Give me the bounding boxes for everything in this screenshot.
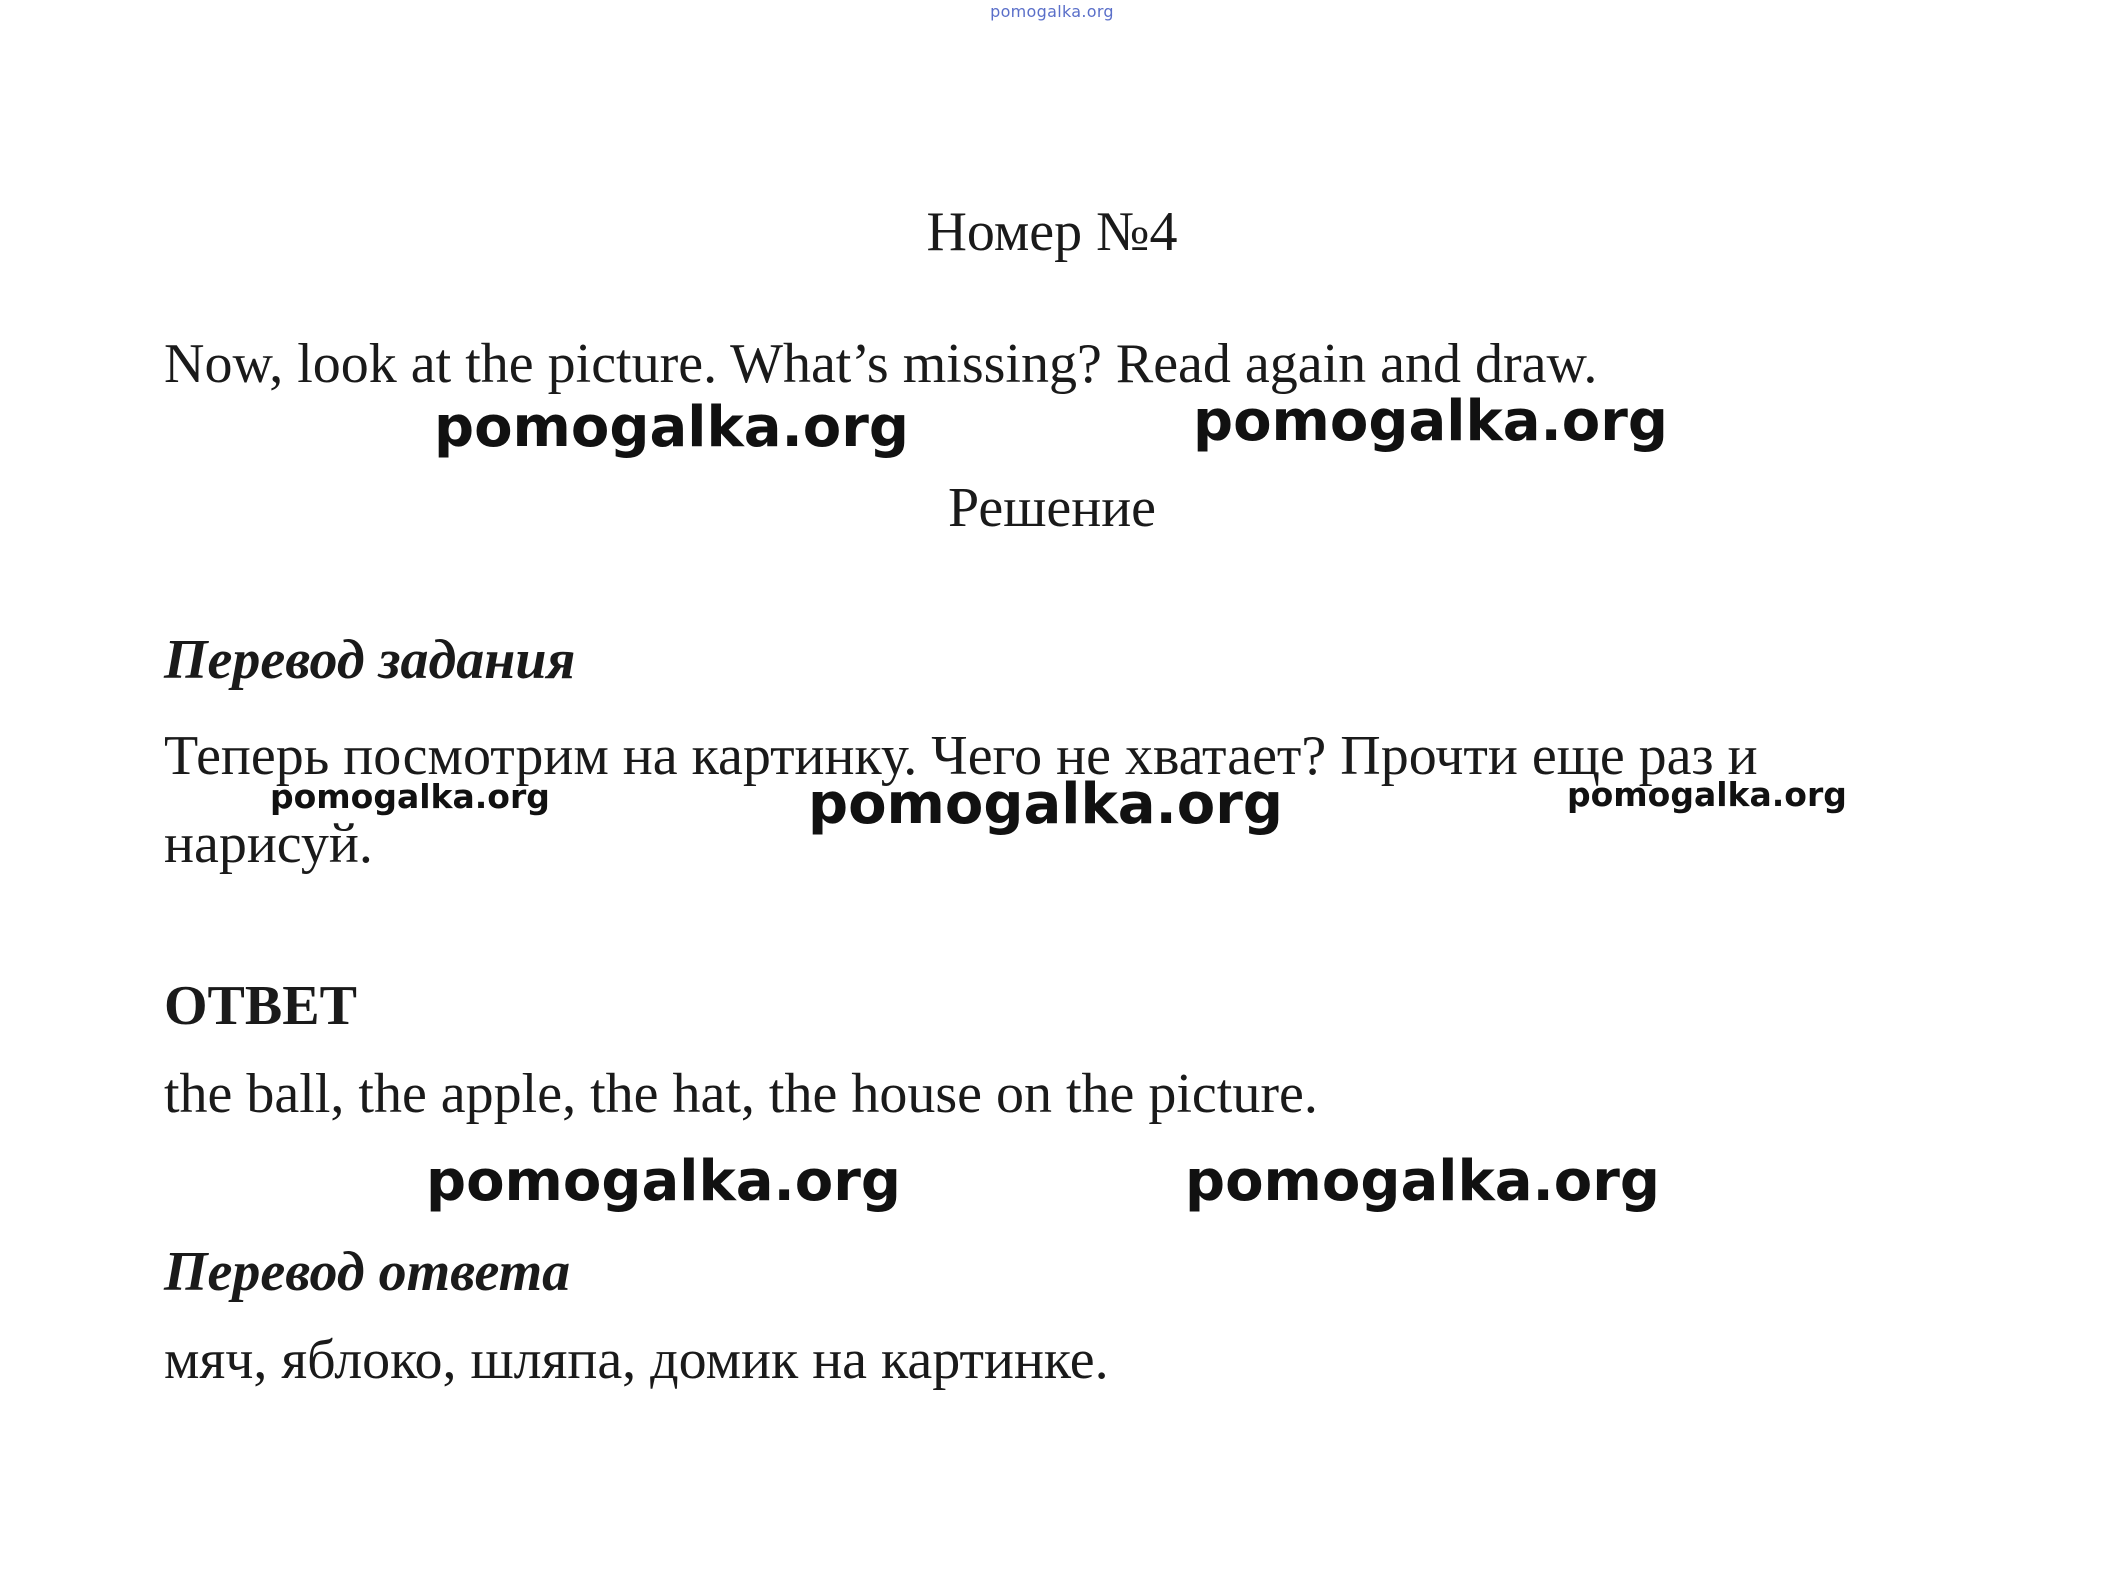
task-translation-heading: Перевод задания	[164, 629, 576, 691]
task-text: Now, look at the picture. What’s missing? Read again and draw.	[164, 333, 1598, 395]
task-number: Номер №4	[926, 201, 1178, 263]
answer-text: the ball, the apple, the hat, the house on the picture.	[164, 1063, 1318, 1125]
watermark: pomogalka.org	[270, 777, 550, 816]
answer-translation-text: мяч, яблоко, шляпа, домик на картинке.	[164, 1329, 1109, 1391]
watermark: pomogalka.org	[808, 772, 1283, 837]
watermark: pomogalka.org	[1185, 1149, 1660, 1214]
solution-title: Решение	[947, 477, 1157, 539]
watermark: pomogalka.org	[1567, 775, 1847, 814]
task-translation-text: Теперь посмотрим на картинку. Чего не хватает? Прочти еще раз и нарисуй.	[164, 725, 1758, 875]
watermark: pomogalka.org	[1193, 389, 1668, 454]
answer-heading: ОТВЕТ	[164, 975, 357, 1037]
watermark: pomogalka.org	[426, 1149, 901, 1214]
watermark: pomogalka.org	[434, 395, 909, 460]
site-header-link[interactable]: pomogalka.org	[990, 2, 1114, 21]
answer-translation-heading: Перевод ответа	[164, 1241, 571, 1303]
